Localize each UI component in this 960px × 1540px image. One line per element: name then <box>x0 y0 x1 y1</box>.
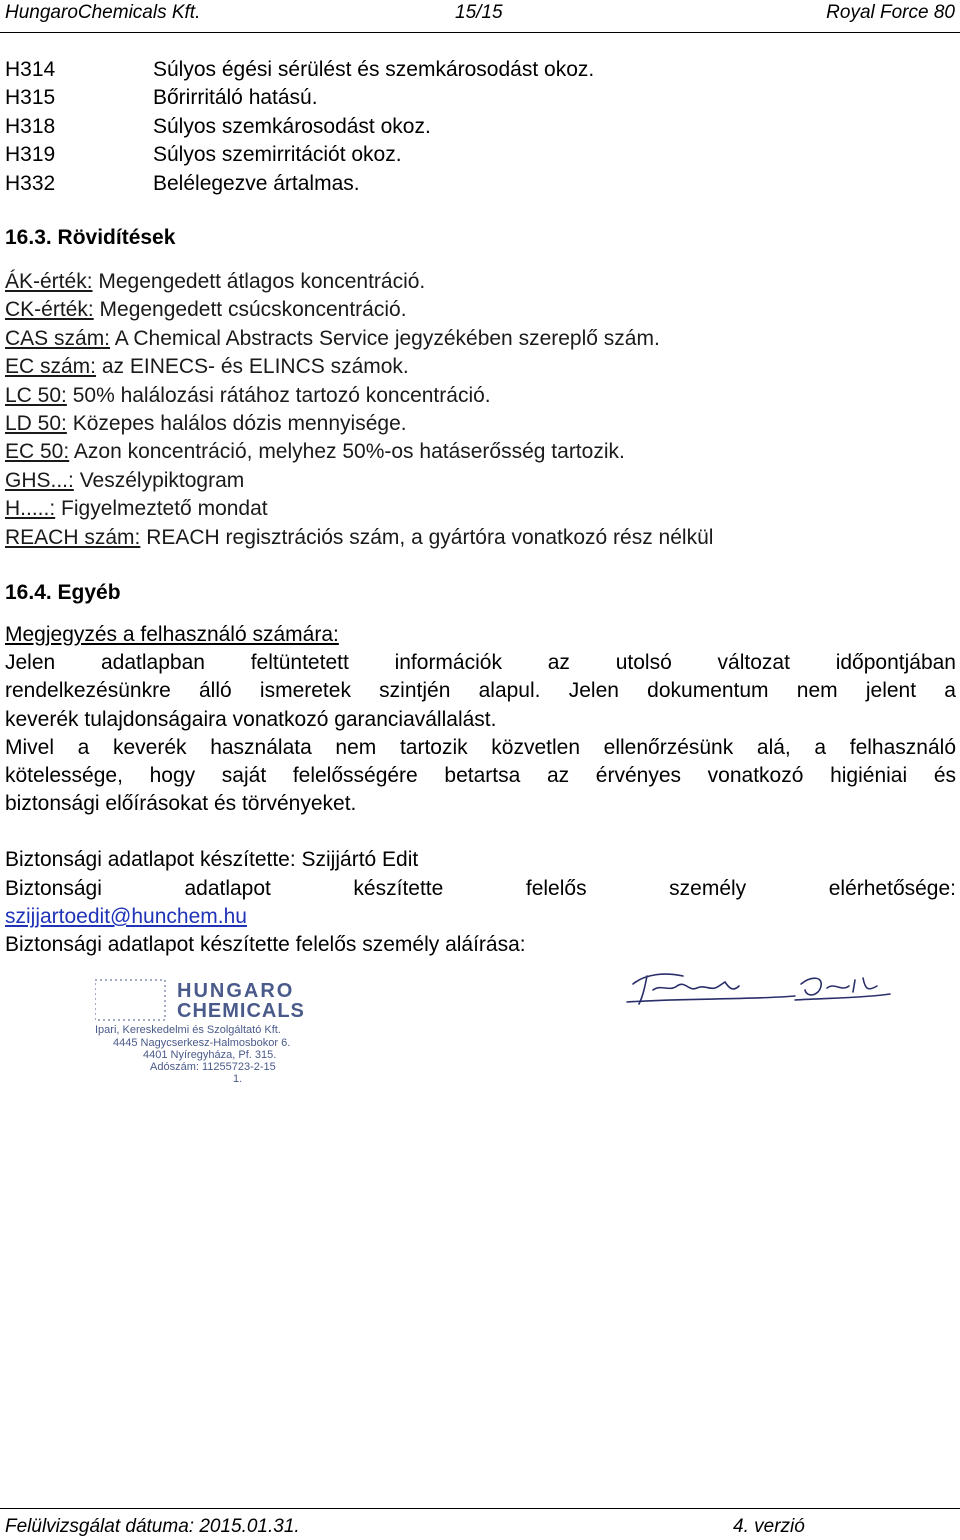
signature-strokes <box>627 974 890 1004</box>
signature-line: Biztonsági adatlapot készítette felelős személy aláírása: <box>5 933 526 957</box>
abbreviation-definition: Megengedett átlagos koncentráció. <box>92 270 426 293</box>
abbreviation-definition: Közepes halálos dózis mennyisége. <box>66 412 407 436</box>
company-name: HungaroChemicals Kft. <box>5 2 201 23</box>
hazard-code: H315 <box>5 86 56 110</box>
paragraph-line: Mivel a keverék használata nem tartozik közvetlen ellenőrzésünk alá, a felhasználó <box>5 735 956 759</box>
stamp-line: Adószám: 11255723-2-15 <box>150 1061 276 1073</box>
version: 4. verzió <box>733 1516 805 1537</box>
abbreviation-definition: 50% halálozási rátához tartozó koncentráció. <box>66 383 491 407</box>
abbreviation-item <box>5 410 713 438</box>
header-rule <box>0 32 960 33</box>
abbreviation-item <box>5 353 713 381</box>
paragraph-line: Jelen adatlapban feltüntetett információk az utolsó változat időpontjában <box>5 651 956 675</box>
note-title: Megjegyzés a felhasználó számára: <box>5 623 339 646</box>
contact-email-link[interactable]: szijjartoedit@hunchem.hu <box>5 904 247 928</box>
stamp-line: HUNGARO <box>177 980 295 1002</box>
hazard-code: H314 <box>5 58 56 81</box>
hazard-row <box>5 113 594 141</box>
section-heading-other: 16.4. Egyéb <box>5 581 121 604</box>
hazard-code: H319 <box>5 143 56 167</box>
abbreviation-definition: Veszélypiktogram <box>73 468 245 492</box>
abbreviation-item <box>5 524 713 552</box>
abbreviation-term: CK-érték: <box>5 298 94 322</box>
stamp-logo-mark <box>95 980 165 1020</box>
abbreviation-item <box>5 382 713 410</box>
abbreviation-definition: Megengedett csúcskoncentráció. <box>93 298 407 322</box>
hazard-text: Belélegezve ártalmas. <box>153 171 360 195</box>
abbreviation-term: EC 50: <box>5 440 70 464</box>
company-stamp <box>95 975 395 1085</box>
stamp-line: CHEMICALS <box>177 1000 305 1022</box>
section-heading-abbreviations: 16.3. Rövidítések <box>5 226 176 249</box>
paragraph-line: rendelkezésünkre álló ismeretek szintjén alapul. Jelen dokumentum nem jelent a <box>5 679 956 703</box>
abbreviation-term: GHS...: <box>5 468 74 492</box>
paragraph-line: keverék tulajdonságaira vonatkozó garanciavállalást. <box>5 707 497 731</box>
abbreviation-item <box>5 268 713 296</box>
paragraph-line: kötelessége, hogy saját felelősségére betartsa az érvényes vonatkozó higiéniai és <box>5 764 956 788</box>
page-footer <box>5 1512 955 1540</box>
abbreviation-list <box>5 268 713 552</box>
hazard-row <box>5 141 594 169</box>
abbreviation-definition: Azon koncentráció, melyhez 50%-os hatáserősség tartozik. <box>69 440 625 464</box>
abbreviation-term: EC szám: <box>5 355 97 379</box>
abbreviation-definition: Figyelmeztető mondat <box>55 497 268 521</box>
handwritten-signature <box>625 962 895 1012</box>
page-number: 15/15 <box>455 2 503 23</box>
abbreviation-item <box>5 495 713 523</box>
hazard-row <box>5 56 594 84</box>
abbreviation-term: LD 50: <box>5 412 67 436</box>
hazard-text: Súlyos szemirritációt okoz. <box>153 143 402 167</box>
stamp-line: 4401 Nyíregyháza, Pf. 315. <box>143 1049 277 1061</box>
abbreviation-definition: az EINECS- és ELINCS számok. <box>96 355 409 379</box>
hazard-code: H332 <box>5 171 56 195</box>
abbreviation-item <box>5 325 713 353</box>
hazard-row <box>5 170 594 198</box>
abbreviation-term: CAS szám: <box>5 326 111 350</box>
footer-rule <box>0 1508 960 1509</box>
hazard-text: Súlyos szemkárosodást okoz. <box>153 114 431 138</box>
author-line: Biztonsági adatlapot készítette: Szijjártó Edit <box>5 848 419 872</box>
abbreviation-term: H.....: <box>5 497 56 521</box>
notes-block <box>5 621 956 959</box>
abbreviation-item <box>5 438 713 466</box>
hazard-text: Bőrirritáló hatású. <box>153 86 318 110</box>
hazard-row <box>5 84 594 112</box>
abbreviation-term: LC 50: <box>5 383 67 407</box>
contact-line: Biztonsági adatlapot készítette felelős személy elérhetősége: <box>5 876 956 900</box>
stamp-line: Ipari, Kereskedelmi és Szolgáltató Kft. <box>95 1024 281 1036</box>
abbreviation-item <box>5 467 713 495</box>
stamp-line: 1. <box>233 1073 243 1085</box>
page-header <box>5 0 955 28</box>
stamp-line: 4445 Nagycserkesz-Halmosbokor 6. <box>113 1037 291 1049</box>
abbreviation-definition: REACH regisztrációs szám, a gyártóra vonatkozó rész nélkül <box>140 525 714 549</box>
revision-date: Felülvizsgálat dátuma: 2015.01.31. <box>5 1516 300 1537</box>
product-name: Royal Force 80 <box>826 2 955 23</box>
abbreviation-term: REACH szám: <box>5 525 141 549</box>
hazard-statement-list <box>5 56 594 198</box>
abbreviation-term: ÁK-érték: <box>5 270 93 293</box>
paragraph-line: biztonsági előírásokat és törvényeket. <box>5 792 357 816</box>
abbreviation-item <box>5 296 713 324</box>
hazard-code: H318 <box>5 114 56 138</box>
abbreviation-definition: A Chemical Abstracts Service jegyzékében szereplő szám. <box>110 326 660 350</box>
hazard-text: Súlyos égési sérülést és szemkárosodást okoz. <box>153 58 595 81</box>
spacer <box>5 818 956 846</box>
